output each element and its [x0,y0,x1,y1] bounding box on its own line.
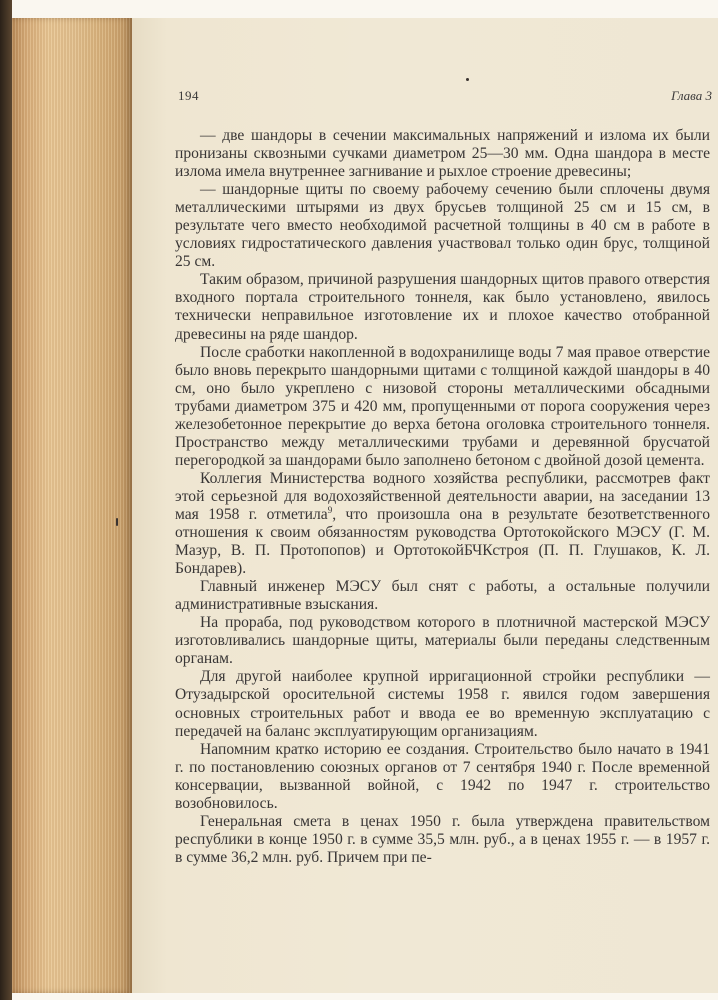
running-head: Глава 3 [671,88,712,103]
scan-margin-top [12,0,718,18]
page-edges [12,18,132,993]
body-text [175,127,710,867]
paragraph: — шандорные щиты по своему рабочему сечению были сплочены двумя металлическими штырями из двух брусьев толщиной 25 см и 15 см, в результате чего вместо необходимой расчетной толщины в 40 см в работе в условиях гидростатического давления участвовал только один брус, толщиной 25 см. [175,181,710,271]
paragraph-with-footnote [175,470,710,578]
paragraph: — две шандоры в сечении максимальных напряжений и излома их были пронизаны сквозными сучками диаметром 25—30 мм. Одна шандора в месте излома имела внутреннее загнивание и рыхлое строение древесины; [175,127,710,181]
paragraph-text: Коллегия Министерства водного хозяйства республики, рассмотрев факт этой серьезной для водохозяйственной деятельности аварии, на заседании 13 мая 1958 г. отметила [175,469,710,523]
scan-margin-bottom [12,993,718,1000]
page-header [178,88,718,106]
paragraph: После сработки накопленной в водохранилище воды 7 мая правое отверстие было вновь перекрыто шандорными щитами с толщиной каждой шандоры в 40 см, оно было укреплено с низовой стороны металлическими обсадными трубами диаметром 375 и 420 мм, пропущенными от порога сооружения через железобетонное перекрытие до верха бетона оголовка строительного тоннеля. Пространство между металлическими трубами и деревянной брусчатой перегородкой за шандорами было заполнено бетоном с двойной дозой цемента. [175,343,710,469]
paragraph-text-continued: , что произошла она в результате безответственного отношения к своим обязанностям руководства Ортотокойского МЭСУ (Г. М. Мазур, В. П. Протопопов) и ОртотокойБЧКстроя (П. П. Глушаков, К. Л. Бондарев). [175,505,710,578]
scanner-shadow [0,0,12,1000]
paragraph: Генеральная смета в ценах 1950 г. была утверждена правительством республики в конце 1950 г. в сумме 35,5 млн. руб., а в ценах 1955 г. — в 1957 г. в сумме 36,2 млн. руб. Причем при пе- [175,812,710,866]
page-number: 194 [178,88,199,103]
ink-speck [466,78,469,81]
paragraph: Для другой наиболее крупной ирригационной стройки республики — Отузадырской оросительной системы 1958 г. явился годом завершения основных строительных работ и ввода ее во временную эксплуатацию с передачей на баланс эксплуатирующим организациям. [175,668,710,740]
paragraph: Главный инженер МЭСУ был снят с работы, а остальные получили административные взыскания. [175,578,710,614]
footnote-mark: 9 [327,504,333,515]
paragraph: На прораба, под руководством которого в плотничной мастерской МЭСУ изготовливались шандорные щиты, материалы были переданы следственным органам. [175,614,710,668]
ink-speck [116,518,118,526]
paragraph: Таким образом, причиной разрушения шандорных щитов правого отверстия входного портала строительного тоннеля, как было установлено, явилось технически неправильное изготовление их и плохое качество отобранной древесины на ряде шандор. [175,271,710,343]
paragraph: Напомним кратко историю ее создания. Строительство было начато в 1941 г. по постановлению союзных органов от 7 сентября 1940 г. После временной консервации, вызванной войной, с 1942 по 1947 г. строительство возобновилось. [175,740,710,812]
